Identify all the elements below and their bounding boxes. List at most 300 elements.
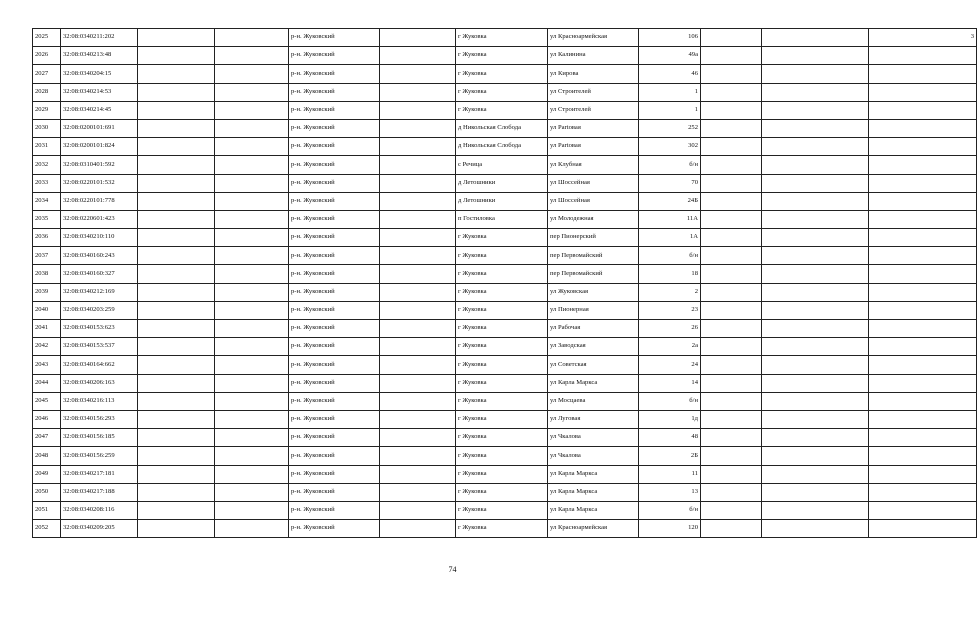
empty-cell <box>380 47 456 65</box>
street-cell: ул Мосцаева <box>548 392 639 410</box>
empty-cell <box>138 356 215 374</box>
street-cell: ул Кирова <box>548 65 639 83</box>
empty-cell <box>215 47 289 65</box>
house-number-cell: 120 <box>639 520 701 538</box>
empty-cell <box>215 265 289 283</box>
locality-cell: г Жуковка <box>456 320 548 338</box>
district-cell: р-н. Жуковский <box>289 520 380 538</box>
locality-cell: г Жуковка <box>456 356 548 374</box>
empty-cell <box>380 65 456 83</box>
count-cell <box>869 483 977 501</box>
record-number-cell: 2026 <box>33 47 61 65</box>
empty-cell <box>138 447 215 465</box>
district-cell: р-н. Жуковский <box>289 447 380 465</box>
empty-cell <box>380 392 456 410</box>
empty-cell <box>701 501 762 519</box>
empty-cell <box>762 447 869 465</box>
locality-cell: г Жуковка <box>456 465 548 483</box>
count-cell <box>869 410 977 428</box>
record-number-cell: 2041 <box>33 320 61 338</box>
empty-cell <box>138 410 215 428</box>
table-row <box>33 229 977 247</box>
street-cell: ул Луговая <box>548 410 639 428</box>
locality-cell: г Жуковка <box>456 283 548 301</box>
empty-cell <box>701 138 762 156</box>
count-cell <box>869 101 977 119</box>
district-cell: р-н. Жуковский <box>289 410 380 428</box>
empty-cell <box>138 392 215 410</box>
empty-cell <box>762 210 869 228</box>
record-number-cell: 2028 <box>33 83 61 101</box>
cadastral-number-cell: 32:08:0340212:169 <box>61 283 138 301</box>
house-number-cell: 2Б <box>639 447 701 465</box>
empty-cell <box>215 101 289 119</box>
house-number-cell: 70 <box>639 174 701 192</box>
cadastral-number-cell: 32:08:0340156:293 <box>61 410 138 428</box>
empty-cell <box>138 29 215 47</box>
empty-cell <box>762 283 869 301</box>
street-cell: ул Чкалова <box>548 447 639 465</box>
street-cell: ул Клубная <box>548 156 639 174</box>
district-cell: р-н. Жуковский <box>289 465 380 483</box>
count-cell <box>869 65 977 83</box>
record-number-cell: 2044 <box>33 374 61 392</box>
empty-cell <box>762 392 869 410</box>
empty-cell <box>380 465 456 483</box>
count-cell <box>869 119 977 137</box>
district-cell: р-н. Жуковский <box>289 138 380 156</box>
cadastral-number-cell: 32:08:0340216:113 <box>61 392 138 410</box>
empty-cell <box>138 338 215 356</box>
empty-cell <box>701 65 762 83</box>
record-number-cell: 2040 <box>33 301 61 319</box>
empty-cell <box>215 520 289 538</box>
record-number-cell: 2029 <box>33 101 61 119</box>
empty-cell <box>762 83 869 101</box>
empty-cell <box>138 501 215 519</box>
district-cell: р-н. Жуковский <box>289 119 380 137</box>
empty-cell <box>701 283 762 301</box>
empty-cell <box>762 47 869 65</box>
street-cell: пер Пионерский <box>548 229 639 247</box>
empty-cell <box>701 374 762 392</box>
house-number-cell: б/н <box>639 247 701 265</box>
empty-cell <box>138 301 215 319</box>
locality-cell: г Жуковка <box>456 374 548 392</box>
empty-cell <box>215 174 289 192</box>
record-number-cell: 2043 <box>33 356 61 374</box>
empty-cell <box>215 483 289 501</box>
record-number-cell: 2046 <box>33 410 61 428</box>
locality-cell: г Жуковка <box>456 301 548 319</box>
record-number-cell: 2047 <box>33 429 61 447</box>
record-number-cell: 2050 <box>33 483 61 501</box>
empty-cell <box>138 174 215 192</box>
table-row <box>33 483 977 501</box>
record-number-cell: 2049 <box>33 465 61 483</box>
count-cell <box>869 301 977 319</box>
empty-cell <box>380 283 456 301</box>
empty-cell <box>701 320 762 338</box>
house-number-cell: 48 <box>639 429 701 447</box>
house-number-cell: 46 <box>639 65 701 83</box>
table-row <box>33 47 977 65</box>
empty-cell <box>762 338 869 356</box>
district-cell: р-н. Жуковский <box>289 101 380 119</box>
district-cell: р-н. Жуковский <box>289 338 380 356</box>
district-cell: р-н. Жуковский <box>289 429 380 447</box>
cadastral-number-cell: 32:08:0340164:662 <box>61 356 138 374</box>
count-cell <box>869 47 977 65</box>
count-cell <box>869 283 977 301</box>
street-cell: ул Калинина <box>548 47 639 65</box>
district-cell: р-н. Жуковский <box>289 192 380 210</box>
empty-cell <box>380 429 456 447</box>
cadastral-number-cell: 32:08:0340203:259 <box>61 301 138 319</box>
locality-cell: д Никольская Слобода <box>456 119 548 137</box>
record-number-cell: 2025 <box>33 29 61 47</box>
count-cell <box>869 138 977 156</box>
empty-cell <box>701 483 762 501</box>
district-cell: р-н. Жуковский <box>289 483 380 501</box>
house-number-cell: 11 <box>639 465 701 483</box>
count-cell <box>869 229 977 247</box>
empty-cell <box>380 101 456 119</box>
street-cell: ул Чкалова <box>548 429 639 447</box>
district-cell: р-н. Жуковский <box>289 156 380 174</box>
page-number: 74 <box>448 565 457 574</box>
empty-cell <box>762 483 869 501</box>
locality-cell: г Жуковка <box>456 247 548 265</box>
street-cell: ул Строителей <box>548 83 639 101</box>
empty-cell <box>380 338 456 356</box>
table-row <box>33 283 977 301</box>
locality-cell: г Жуковка <box>456 101 548 119</box>
street-cell: ул Пионерная <box>548 301 639 319</box>
street-cell: ул Карла Маркса <box>548 374 639 392</box>
empty-cell <box>701 210 762 228</box>
empty-cell <box>762 356 869 374</box>
record-number-cell: 2038 <box>33 265 61 283</box>
empty-cell <box>762 65 869 83</box>
cadastral-number-cell: 32:08:0220101:778 <box>61 192 138 210</box>
house-number-cell: 106 <box>639 29 701 47</box>
table-row <box>33 174 977 192</box>
street-cell: ул Жуковская <box>548 283 639 301</box>
street-cell: ул Рабочая <box>548 320 639 338</box>
house-number-cell: б/н <box>639 392 701 410</box>
street-cell: пер Первомайский <box>548 265 639 283</box>
cadastral-number-cell: 32:08:0200101:824 <box>61 138 138 156</box>
empty-cell <box>762 156 869 174</box>
empty-cell <box>380 410 456 428</box>
empty-cell <box>701 47 762 65</box>
house-number-cell: б/н <box>639 501 701 519</box>
cadastral-number-cell: 32:08:0340156:185 <box>61 429 138 447</box>
locality-cell: г Жуковка <box>456 65 548 83</box>
table-row <box>33 320 977 338</box>
empty-cell <box>138 283 215 301</box>
record-number-cell: 2030 <box>33 119 61 137</box>
empty-cell <box>701 101 762 119</box>
empty-cell <box>215 192 289 210</box>
count-cell <box>869 83 977 101</box>
empty-cell <box>762 119 869 137</box>
district-cell: р-н. Жуковский <box>289 392 380 410</box>
table-row <box>33 247 977 265</box>
empty-cell <box>138 101 215 119</box>
locality-cell: с Речица <box>456 156 548 174</box>
count-cell <box>869 174 977 192</box>
empty-cell <box>701 192 762 210</box>
empty-cell <box>701 429 762 447</box>
record-number-cell: 2027 <box>33 65 61 83</box>
table-row <box>33 447 977 465</box>
street-cell: ул Шоссейная <box>548 174 639 192</box>
empty-cell <box>215 356 289 374</box>
table-row <box>33 138 977 156</box>
empty-cell <box>380 247 456 265</box>
cadastral-number-cell: 32:08:0220101:532 <box>61 174 138 192</box>
empty-cell <box>762 501 869 519</box>
empty-cell <box>215 392 289 410</box>
count-cell <box>869 265 977 283</box>
empty-cell <box>215 301 289 319</box>
house-number-cell: 1 <box>639 101 701 119</box>
street-cell: ул Partовая <box>548 138 639 156</box>
count-cell <box>869 447 977 465</box>
empty-cell <box>138 47 215 65</box>
count-cell <box>869 247 977 265</box>
cadastral-number-cell: 32:08:0220601:423 <box>61 210 138 228</box>
empty-cell <box>380 192 456 210</box>
locality-cell: г Жуковка <box>456 447 548 465</box>
cadastral-number-cell: 32:08:0340213:48 <box>61 47 138 65</box>
district-cell: р-н. Жуковский <box>289 265 380 283</box>
empty-cell <box>380 374 456 392</box>
empty-cell <box>380 520 456 538</box>
count-cell <box>869 320 977 338</box>
district-cell: р-н. Жуковский <box>289 47 380 65</box>
table-row <box>33 465 977 483</box>
empty-cell <box>215 338 289 356</box>
count-cell <box>869 392 977 410</box>
record-number-cell: 2039 <box>33 283 61 301</box>
empty-cell <box>215 447 289 465</box>
empty-cell <box>762 301 869 319</box>
locality-cell: г Жуковка <box>456 338 548 356</box>
cadastral-number-cell: 32:08:0340210:110 <box>61 229 138 247</box>
house-number-cell: 26 <box>639 320 701 338</box>
record-number-cell: 2045 <box>33 392 61 410</box>
empty-cell <box>138 483 215 501</box>
empty-cell <box>701 156 762 174</box>
locality-cell: д Никольская Слобода <box>456 138 548 156</box>
cadastral-number-cell: 32:08:0340156:259 <box>61 447 138 465</box>
count-cell <box>869 338 977 356</box>
empty-cell <box>762 374 869 392</box>
empty-cell <box>380 119 456 137</box>
empty-cell <box>138 265 215 283</box>
empty-cell <box>380 174 456 192</box>
empty-cell <box>380 501 456 519</box>
empty-cell <box>762 174 869 192</box>
table-row <box>33 210 977 228</box>
empty-cell <box>380 210 456 228</box>
locality-cell: г Жуковка <box>456 83 548 101</box>
empty-cell <box>762 229 869 247</box>
street-cell: ул Карла Маркса <box>548 501 639 519</box>
cadastral-number-cell: 32:08:0340211:202 <box>61 29 138 47</box>
count-cell <box>869 429 977 447</box>
district-cell: р-н. Жуковский <box>289 29 380 47</box>
count-cell <box>869 156 977 174</box>
cadastral-number-cell: 32:08:0340153:537 <box>61 338 138 356</box>
cadastral-number-cell: 32:08:0340160:243 <box>61 247 138 265</box>
empty-cell <box>380 301 456 319</box>
street-cell: ул Советская <box>548 356 639 374</box>
empty-cell <box>138 320 215 338</box>
locality-cell: г Жуковка <box>456 392 548 410</box>
locality-cell: г Жуковка <box>456 483 548 501</box>
locality-cell: п Гостиловка <box>456 210 548 228</box>
empty-cell <box>138 119 215 137</box>
empty-cell <box>701 447 762 465</box>
district-cell: р-н. Жуковский <box>289 229 380 247</box>
house-number-cell: 2 <box>639 283 701 301</box>
locality-cell: д Летошники <box>456 174 548 192</box>
empty-cell <box>701 174 762 192</box>
empty-cell <box>138 247 215 265</box>
table-row <box>33 101 977 119</box>
empty-cell <box>138 83 215 101</box>
empty-cell <box>138 429 215 447</box>
empty-cell <box>701 247 762 265</box>
table-row <box>33 156 977 174</box>
house-number-cell: 23 <box>639 301 701 319</box>
empty-cell <box>701 83 762 101</box>
empty-cell <box>380 447 456 465</box>
empty-cell <box>701 520 762 538</box>
empty-cell <box>138 192 215 210</box>
house-number-cell: 11А <box>639 210 701 228</box>
empty-cell <box>215 247 289 265</box>
empty-cell <box>380 138 456 156</box>
district-cell: р-н. Жуковский <box>289 283 380 301</box>
record-number-cell: 2035 <box>33 210 61 228</box>
record-number-cell: 2048 <box>33 447 61 465</box>
house-number-cell: 1А <box>639 229 701 247</box>
locality-cell: г Жуковка <box>456 229 548 247</box>
record-number-cell: 2036 <box>33 229 61 247</box>
empty-cell <box>138 465 215 483</box>
empty-cell <box>380 356 456 374</box>
district-cell: р-н. Жуковский <box>289 65 380 83</box>
cadastral-number-cell: 32:08:0340204:15 <box>61 65 138 83</box>
empty-cell <box>762 320 869 338</box>
empty-cell <box>215 465 289 483</box>
record-number-cell: 2032 <box>33 156 61 174</box>
district-cell: р-н. Жуковский <box>289 374 380 392</box>
house-number-cell: 24Б <box>639 192 701 210</box>
table-row <box>33 392 977 410</box>
table-row <box>33 83 977 101</box>
locality-cell: г Жуковка <box>456 410 548 428</box>
empty-cell <box>701 265 762 283</box>
table-row <box>33 338 977 356</box>
house-number-cell: 18 <box>639 265 701 283</box>
empty-cell <box>762 520 869 538</box>
locality-cell: д Летошники <box>456 192 548 210</box>
locality-cell: г Жуковка <box>456 429 548 447</box>
empty-cell <box>701 119 762 137</box>
district-cell: р-н. Жуковский <box>289 320 380 338</box>
count-cell: 3 <box>869 29 977 47</box>
cadastral-number-cell: 32:08:0340214:53 <box>61 83 138 101</box>
empty-cell <box>701 338 762 356</box>
house-number-cell: 252 <box>639 119 701 137</box>
empty-cell <box>215 429 289 447</box>
empty-cell <box>701 301 762 319</box>
count-cell <box>869 501 977 519</box>
district-cell: р-н. Жуковский <box>289 356 380 374</box>
empty-cell <box>215 229 289 247</box>
empty-cell <box>215 410 289 428</box>
empty-cell <box>215 501 289 519</box>
empty-cell <box>380 265 456 283</box>
street-cell: ул Partовая <box>548 119 639 137</box>
record-number-cell: 2051 <box>33 501 61 519</box>
empty-cell <box>762 265 869 283</box>
empty-cell <box>701 356 762 374</box>
empty-cell <box>762 138 869 156</box>
locality-cell: г Жуковка <box>456 29 548 47</box>
empty-cell <box>138 374 215 392</box>
empty-cell <box>701 29 762 47</box>
locality-cell: г Жуковка <box>456 501 548 519</box>
street-cell: ул Красноармейская <box>548 520 639 538</box>
house-number-cell: 302 <box>639 138 701 156</box>
street-cell: ул Карла Маркса <box>548 465 639 483</box>
empty-cell <box>380 83 456 101</box>
district-cell: р-н. Жуковский <box>289 174 380 192</box>
empty-cell <box>762 192 869 210</box>
table-row <box>33 192 977 210</box>
empty-cell <box>215 29 289 47</box>
record-number-cell: 2034 <box>33 192 61 210</box>
empty-cell <box>138 156 215 174</box>
empty-cell <box>762 429 869 447</box>
empty-cell <box>701 392 762 410</box>
empty-cell <box>215 210 289 228</box>
empty-cell <box>380 229 456 247</box>
house-number-cell: 1д <box>639 410 701 428</box>
street-cell: ул Строителей <box>548 101 639 119</box>
table-row <box>33 119 977 137</box>
street-cell: пер Первомайский <box>548 247 639 265</box>
empty-cell <box>215 320 289 338</box>
table-row <box>33 65 977 83</box>
cadastral-number-cell: 32:08:0340217:181 <box>61 465 138 483</box>
cadastral-number-cell: 32:08:0340214:45 <box>61 101 138 119</box>
street-cell: ул Карла Маркса <box>548 483 639 501</box>
empty-cell <box>215 156 289 174</box>
street-cell: ул Заводская <box>548 338 639 356</box>
record-number-cell: 2037 <box>33 247 61 265</box>
empty-cell <box>138 65 215 83</box>
cadastral-number-cell: 32:08:0340209:205 <box>61 520 138 538</box>
district-cell: р-н. Жуковский <box>289 501 380 519</box>
